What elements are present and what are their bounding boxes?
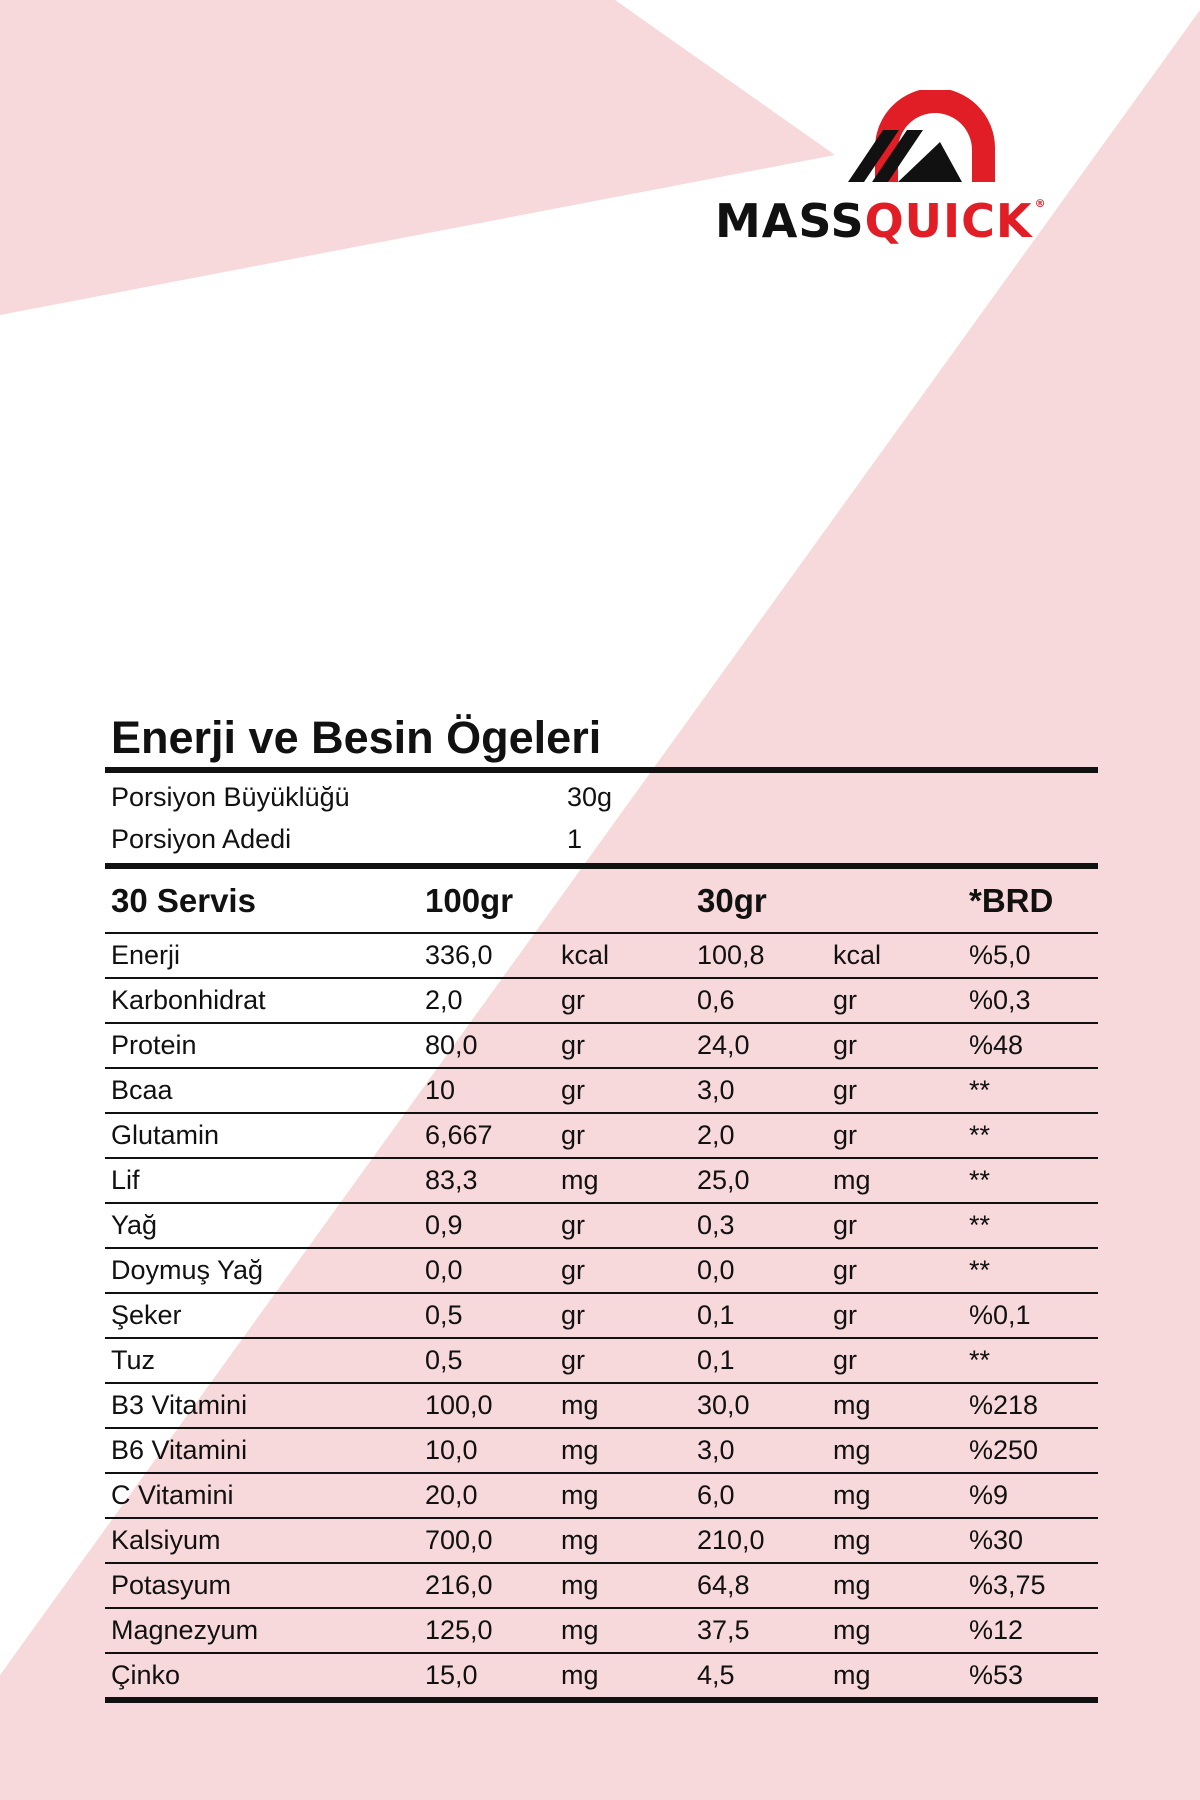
unit-per-100: gr xyxy=(561,985,586,1015)
value-per-100: 336,0 xyxy=(425,940,493,970)
table-row xyxy=(105,1384,1098,1429)
header-rdi: *BRD xyxy=(969,881,1054,919)
rdi-percent: ** xyxy=(969,1210,991,1240)
unit-per-30: mg xyxy=(833,1480,871,1510)
value-per-30: 30,0 xyxy=(697,1390,750,1420)
portion-row xyxy=(105,818,1098,860)
portion-value: 30g xyxy=(567,781,613,812)
rdi-percent: %250 xyxy=(969,1435,1039,1465)
value-per-100: 100,0 xyxy=(425,1390,493,1420)
nutrient-name: Magnezyum xyxy=(111,1615,259,1645)
value-per-30: 25,0 xyxy=(697,1165,750,1195)
value-per-100: 10 xyxy=(425,1075,456,1105)
nutrient-name: Enerji xyxy=(111,940,181,970)
logo-wordmark xyxy=(715,194,1047,248)
value-per-100: 10,0 xyxy=(425,1435,478,1465)
unit-per-30: kcal xyxy=(833,940,882,970)
value-per-30: 100,8 xyxy=(697,940,765,970)
unit-per-30: gr xyxy=(833,1075,858,1105)
rdi-percent: ** xyxy=(969,1120,991,1150)
unit-per-100: gr xyxy=(561,1075,586,1105)
unit-per-100: gr xyxy=(561,1255,586,1285)
nutrient-name: Tuz xyxy=(111,1345,156,1375)
rdi-percent: %12 xyxy=(969,1615,1024,1645)
unit-per-100: mg xyxy=(561,1570,599,1600)
unit-per-30: gr xyxy=(833,985,858,1015)
nutrient-name: Doymuş Yağ xyxy=(111,1255,264,1285)
table-row xyxy=(105,1114,1098,1159)
nutrient-name: Lif xyxy=(111,1165,140,1195)
value-per-100: 216,0 xyxy=(425,1570,493,1600)
rdi-percent: ** xyxy=(969,1255,991,1285)
value-per-30: 3,0 xyxy=(697,1075,735,1105)
value-per-100: 0,5 xyxy=(425,1300,463,1330)
logo-text-quick: QUICK xyxy=(864,194,1033,248)
table-row xyxy=(105,1159,1098,1204)
value-per-100: 2,0 xyxy=(425,985,463,1015)
value-per-100: 700,0 xyxy=(425,1525,493,1555)
unit-per-100: gr xyxy=(561,1300,586,1330)
unit-per-100: gr xyxy=(561,1210,586,1240)
value-per-100: 0,9 xyxy=(425,1210,463,1240)
massquick-logo xyxy=(700,90,1110,270)
nutrient-name: Yağ xyxy=(111,1210,158,1240)
unit-per-100: mg xyxy=(561,1165,599,1195)
unit-per-30: gr xyxy=(833,1255,858,1285)
table-row xyxy=(105,1339,1098,1384)
unit-per-30: gr xyxy=(833,1210,858,1240)
unit-per-100: mg xyxy=(561,1525,599,1555)
value-per-30: 0,3 xyxy=(697,1210,735,1240)
unit-per-30: mg xyxy=(833,1435,871,1465)
unit-per-30: mg xyxy=(833,1525,871,1555)
rdi-percent: %48 xyxy=(969,1030,1024,1060)
rdi-percent: %3,75 xyxy=(969,1570,1046,1600)
value-per-100: 0,0 xyxy=(425,1255,463,1285)
nutrient-name: Protein xyxy=(111,1030,197,1060)
value-per-30: 0,6 xyxy=(697,985,735,1015)
table-row xyxy=(105,1249,1098,1294)
nutrient-name: B3 Vitamini xyxy=(111,1390,248,1420)
nutrient-name: Çinko xyxy=(111,1660,181,1690)
value-per-30: 37,5 xyxy=(697,1615,750,1645)
logo-mark-icon xyxy=(700,90,1110,200)
portion-label: Porsiyon Adedi xyxy=(111,823,292,854)
value-per-30: 0,1 xyxy=(697,1300,735,1330)
unit-per-30: gr xyxy=(833,1030,858,1060)
value-per-100: 80,0 xyxy=(425,1030,478,1060)
unit-per-30: mg xyxy=(833,1390,871,1420)
nutrient-name: Kalsiyum xyxy=(111,1525,221,1555)
unit-per-30: gr xyxy=(833,1345,858,1375)
value-per-30: 4,5 xyxy=(697,1660,735,1690)
unit-per-30: mg xyxy=(833,1615,871,1645)
value-per-100: 20,0 xyxy=(425,1480,478,1510)
value-per-100: 15,0 xyxy=(425,1660,478,1690)
nutrient-name: Potasyum xyxy=(111,1570,232,1600)
header-servings: 30 Servis xyxy=(111,881,256,919)
nutrition-panel xyxy=(105,712,1098,1703)
value-per-30: 2,0 xyxy=(697,1120,735,1150)
unit-per-100: mg xyxy=(561,1615,599,1645)
table-row xyxy=(105,979,1098,1024)
table-row xyxy=(105,1654,1098,1697)
table-row xyxy=(105,1069,1098,1114)
portion-value: 1 xyxy=(567,823,583,854)
value-per-100: 6,667 xyxy=(425,1120,493,1150)
nutrient-name: Şeker xyxy=(111,1300,182,1330)
registered-mark: ® xyxy=(1034,197,1047,210)
rdi-percent: %53 xyxy=(969,1660,1024,1690)
nutrient-name: C Vitamini xyxy=(111,1480,234,1510)
unit-per-30: mg xyxy=(833,1165,871,1195)
value-per-30: 0,0 xyxy=(697,1255,735,1285)
unit-per-100: mg xyxy=(561,1660,599,1690)
value-per-100: 83,3 xyxy=(425,1165,478,1195)
table-row xyxy=(105,1204,1098,1249)
nutrient-name: Karbonhidrat xyxy=(111,985,266,1015)
logo-text-mass: MASS xyxy=(715,194,865,248)
rdi-percent: ** xyxy=(969,1075,991,1105)
nutrient-name: Bcaa xyxy=(111,1075,173,1105)
value-per-30: 6,0 xyxy=(697,1480,735,1510)
value-per-30: 3,0 xyxy=(697,1435,735,1465)
portion-row xyxy=(105,776,1098,818)
bottom-rule xyxy=(105,1697,1098,1703)
table-row xyxy=(105,1294,1098,1339)
unit-per-100: gr xyxy=(561,1120,586,1150)
unit-per-30: mg xyxy=(833,1660,871,1690)
unit-per-100: mg xyxy=(561,1480,599,1510)
value-per-100: 0,5 xyxy=(425,1345,463,1375)
unit-per-100: mg xyxy=(561,1390,599,1420)
table-row xyxy=(105,1474,1098,1519)
value-per-30: 64,8 xyxy=(697,1570,750,1600)
value-per-30: 24,0 xyxy=(697,1030,750,1060)
unit-per-100: gr xyxy=(561,1345,586,1375)
value-per-30: 210,0 xyxy=(697,1525,765,1555)
portion-info xyxy=(105,773,1098,863)
unit-per-30: gr xyxy=(833,1120,858,1150)
rdi-percent: %0,1 xyxy=(969,1300,1031,1330)
value-per-30: 0,1 xyxy=(697,1345,735,1375)
rdi-percent: ** xyxy=(969,1345,991,1375)
table-header xyxy=(105,869,1098,932)
rdi-percent: %30 xyxy=(969,1525,1024,1555)
rdi-percent: %9 xyxy=(969,1480,1009,1510)
table-row xyxy=(105,1024,1098,1069)
table-row xyxy=(105,1519,1098,1564)
unit-per-100: mg xyxy=(561,1435,599,1465)
unit-per-100: kcal xyxy=(561,940,610,970)
value-per-100: 125,0 xyxy=(425,1615,493,1645)
rdi-percent: ** xyxy=(969,1165,991,1195)
nutrient-name: Glutamin xyxy=(111,1120,220,1150)
nutrient-name: B6 Vitamini xyxy=(111,1435,248,1465)
portion-label: Porsiyon Büyüklüğü xyxy=(111,781,350,812)
rdi-percent: %0,3 xyxy=(969,985,1031,1015)
unit-per-30: mg xyxy=(833,1570,871,1600)
header-per-30: 30gr xyxy=(697,881,767,919)
rdi-percent: %5,0 xyxy=(969,940,1031,970)
table-row xyxy=(105,1564,1098,1609)
nutrition-rows xyxy=(105,934,1098,1697)
unit-per-30: gr xyxy=(833,1300,858,1330)
unit-per-100: gr xyxy=(561,1030,586,1060)
panel-title: Enerji ve Besin Ögeleri xyxy=(111,712,602,763)
rdi-percent: %218 xyxy=(969,1390,1039,1420)
table-row xyxy=(105,1429,1098,1474)
table-row xyxy=(105,934,1098,979)
table-row xyxy=(105,1609,1098,1654)
header-per-100: 100gr xyxy=(425,881,514,919)
